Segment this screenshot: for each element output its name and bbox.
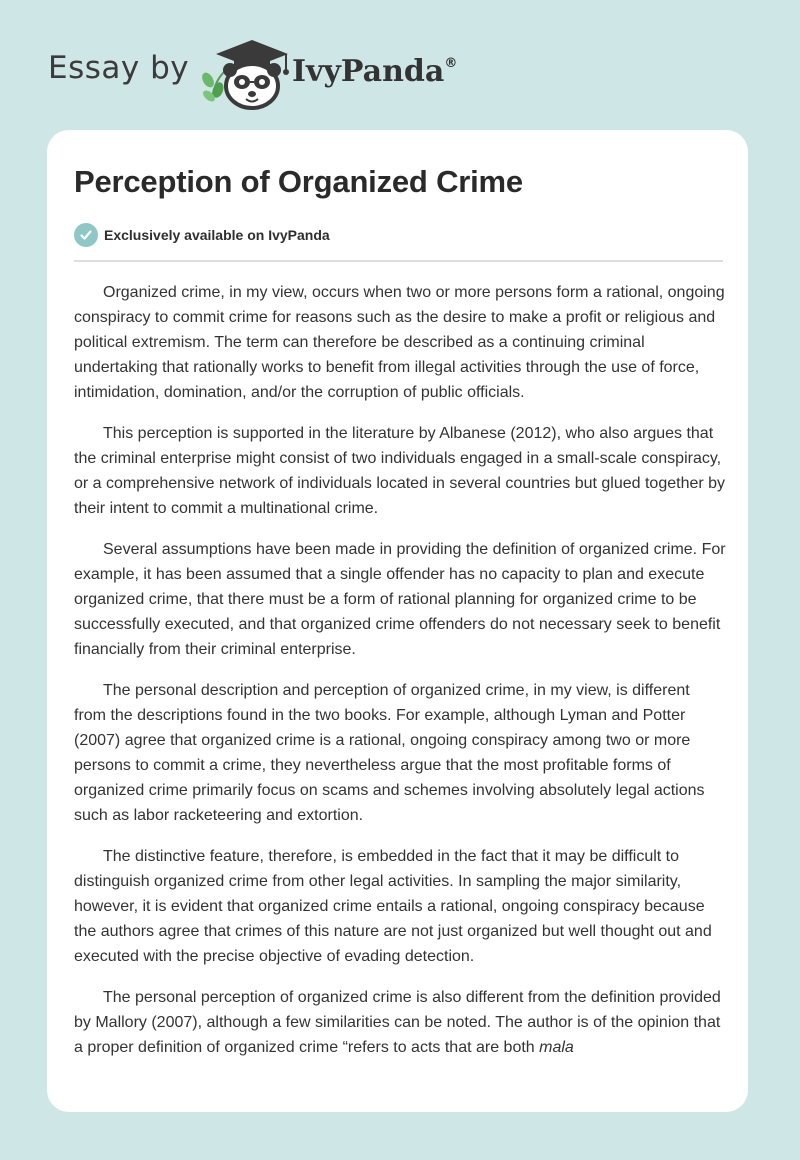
- divider: [74, 260, 723, 262]
- brand-name[interactable]: [292, 54, 457, 89]
- panda-logo-icon[interactable]: [198, 34, 294, 110]
- paragraph: This perception is supported in the literature by Albanese (2012), who also argues that the criminal enterprise might consist of two individuals engaged in a small-scale conspiracy, or a comprehensive network of individuals located in several countries but glued together by their intent to commit a multinational crime.: [74, 425, 726, 517]
- brand-label: IvyPanda: [292, 54, 445, 89]
- check-circle-icon: [74, 223, 98, 247]
- paragraph: Organized crime, in my view, occurs when two or more persons form a rational, ongoing conspiracy to commit crime for reasons such as the desire to make a profit or religious and political extremism. The term can therefore be described as a continuing criminal undertaking that rationally works to benefit from illegal activities through the use of force, intimidation, domination, and/or the corruption of public officials.: [74, 284, 725, 401]
- essay-body: [74, 280, 726, 1076]
- page-title: Perception of Organized Crime: [74, 164, 523, 199]
- leaf-icon: [200, 71, 226, 104]
- essay-by-label: Essay by: [48, 50, 190, 86]
- paragraph: Several assumptions have been made in providing the definition of organized crime. For example, it has been assumed that a single offender has no capacity to plan and execute organized crime, that there must be a form of rational planning for organized crime to be successfully executed, and that organized crime offenders do not necessary seek to benefit financially from their criminal enterprise.: [74, 541, 726, 658]
- site-header: [0, 0, 800, 130]
- exclusive-badge: [74, 222, 330, 248]
- paragraph: The distinctive feature, therefore, is embedded in the fact that it may be difficult to distinguish organized crime from other legal activities. In sampling the major similarity, however, it is evident that organized crime entails a rational, ongoing conspiracy because the authors agree that crimes of this nature are not just organized but well thought out and executed with the precise objective of evading detection.: [74, 848, 712, 965]
- registered-mark: ®: [444, 56, 458, 71]
- italic-term: mala: [539, 1039, 574, 1056]
- essay-card: [47, 130, 748, 1112]
- badge-label: Exclusively available on IvyPanda: [104, 227, 330, 243]
- paragraph-text: The personal perception of organized crime is also different from the definition provided by Mallory (2007), although a few similarities can be noted. The author is of the opinion that a proper definition of organized crime “refers to acts that are both: [74, 989, 721, 1056]
- paragraph-last: [74, 985, 726, 1060]
- paragraph: The personal description and perception of organized crime, in my view, is different from the descriptions found in the two books. For example, although Lyman and Potter (2007) agree that organized crime is a rational, ongoing conspiracy among two or more persons to commit a crime, they nevertheless argue that the most profitable forms of organized crime primarily focus on scams and schemes involving absolutely legal actions such as labor racketeering and extortion.: [74, 682, 705, 824]
